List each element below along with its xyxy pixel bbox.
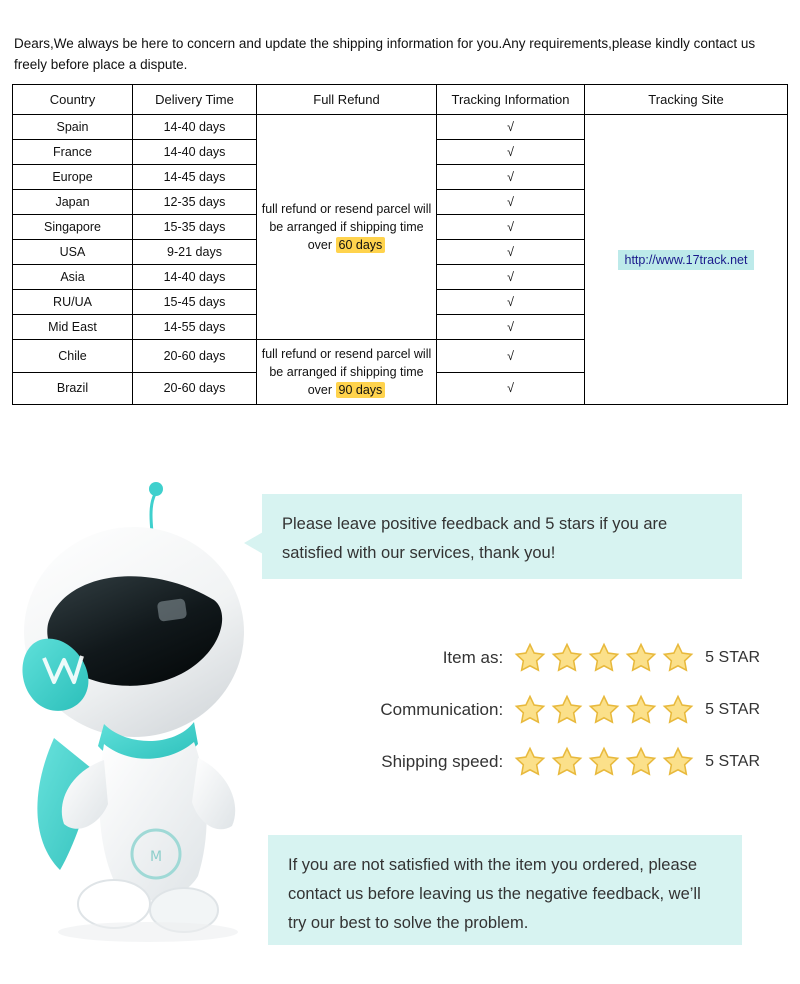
cell-tracking: √ xyxy=(437,264,585,289)
star-icon xyxy=(624,641,658,675)
cell-country: Spain xyxy=(13,114,133,139)
cell-country: Brazil xyxy=(13,372,133,405)
cell-delivery: 12-35 days xyxy=(133,189,257,214)
cell-refund-group-2 xyxy=(257,339,437,404)
star-icon xyxy=(661,641,695,675)
cell-country: Mid East xyxy=(13,314,133,339)
refund-text-2: full refund or resend parcel will be arranged if shipping time over xyxy=(261,346,432,398)
star-icon xyxy=(624,745,658,779)
shipping-info-panel xyxy=(12,34,788,405)
star-icon xyxy=(587,745,621,779)
table-header-row xyxy=(13,84,788,114)
cell-delivery: 20-60 days xyxy=(133,339,257,372)
cell-tracking: √ xyxy=(437,314,585,339)
robot-mascot-illustration xyxy=(8,472,268,942)
cell-country: France xyxy=(13,139,133,164)
rating-list xyxy=(290,632,760,788)
cell-tracking: √ xyxy=(437,289,585,314)
refund-highlight-1: 60 days xyxy=(336,237,386,253)
column-header-refund: Full Refund xyxy=(257,84,437,114)
tracking-site-link[interactable]: http://www.17track.net xyxy=(618,250,755,270)
cell-country: RU/UA xyxy=(13,289,133,314)
star-icon xyxy=(550,745,584,779)
table-row xyxy=(13,114,788,139)
star-icon xyxy=(661,693,695,727)
svg-text:M: M xyxy=(149,849,163,865)
cell-delivery: 14-45 days xyxy=(133,164,257,189)
cell-tracking: √ xyxy=(437,339,585,372)
column-header-tracking: Tracking Information xyxy=(437,84,585,114)
cell-tracking: √ xyxy=(437,214,585,239)
cell-country: Asia xyxy=(13,264,133,289)
cell-delivery: 20-60 days xyxy=(133,372,257,405)
cell-country: Singapore xyxy=(13,214,133,239)
cell-delivery: 14-40 days xyxy=(133,139,257,164)
cell-country: Europe xyxy=(13,164,133,189)
refund-highlight-2: 90 days xyxy=(336,382,386,398)
cell-delivery: 15-45 days xyxy=(133,289,257,314)
cell-tracking: √ xyxy=(437,139,585,164)
star-icon xyxy=(513,693,547,727)
column-header-delivery: Delivery Time xyxy=(133,84,257,114)
cell-delivery: 15-35 days xyxy=(133,214,257,239)
feedback-section xyxy=(0,452,800,984)
star-icon xyxy=(550,641,584,675)
cell-refund-group-1 xyxy=(257,114,437,339)
star-icon xyxy=(513,641,547,675)
rating-row-item-as xyxy=(290,632,760,684)
cell-delivery: 14-55 days xyxy=(133,314,257,339)
star-icon xyxy=(624,693,658,727)
column-header-site: Tracking Site xyxy=(585,84,788,114)
rating-row-communication xyxy=(290,684,760,736)
cell-delivery: 14-40 days xyxy=(133,264,257,289)
shipping-table xyxy=(12,84,788,405)
star-icon xyxy=(550,693,584,727)
cell-tracking: √ xyxy=(437,114,585,139)
cell-country: Chile xyxy=(13,339,133,372)
cell-tracking: √ xyxy=(437,189,585,214)
star-rating-icons xyxy=(513,745,695,779)
rating-value: 5 STAR xyxy=(705,753,760,770)
rating-row-shipping-speed xyxy=(290,736,760,788)
rating-value: 5 STAR xyxy=(705,701,760,718)
cell-tracking-site xyxy=(585,114,788,404)
cell-tracking: √ xyxy=(437,239,585,264)
shipping-intro-text: Dears,We always be here to concern and update the shipping information for you.Any requirements,please kindly contact us freely before place a dispute. xyxy=(14,36,756,72)
star-icon xyxy=(587,693,621,727)
star-icon xyxy=(661,745,695,779)
rating-label: Shipping speed: xyxy=(381,752,504,771)
star-icon xyxy=(513,745,547,779)
cell-delivery: 14-40 days xyxy=(133,114,257,139)
star-rating-icons xyxy=(513,693,695,727)
rating-label: Communication: xyxy=(380,700,504,719)
positive-feedback-bubble: Please leave positive feedback and 5 stars if you are satisfied with our services, thank you! xyxy=(262,494,742,579)
cell-tracking: √ xyxy=(437,372,585,405)
rating-value: 5 STAR xyxy=(705,649,760,666)
refund-text-1: full refund or resend parcel will be arranged if shipping time over xyxy=(261,201,432,252)
star-rating-icons xyxy=(513,641,695,675)
contact-us-bubble: If you are not satisfied with the item you ordered, please contact us before leaving us the negative feedback, we’ll try our best to solve the problem. xyxy=(268,835,742,945)
star-icon xyxy=(587,641,621,675)
rating-label: Item as: xyxy=(442,648,504,667)
cell-delivery: 9-21 days xyxy=(133,239,257,264)
cell-country: Japan xyxy=(13,189,133,214)
column-header-country: Country xyxy=(13,84,133,114)
cell-country: USA xyxy=(13,239,133,264)
cell-tracking: √ xyxy=(437,164,585,189)
